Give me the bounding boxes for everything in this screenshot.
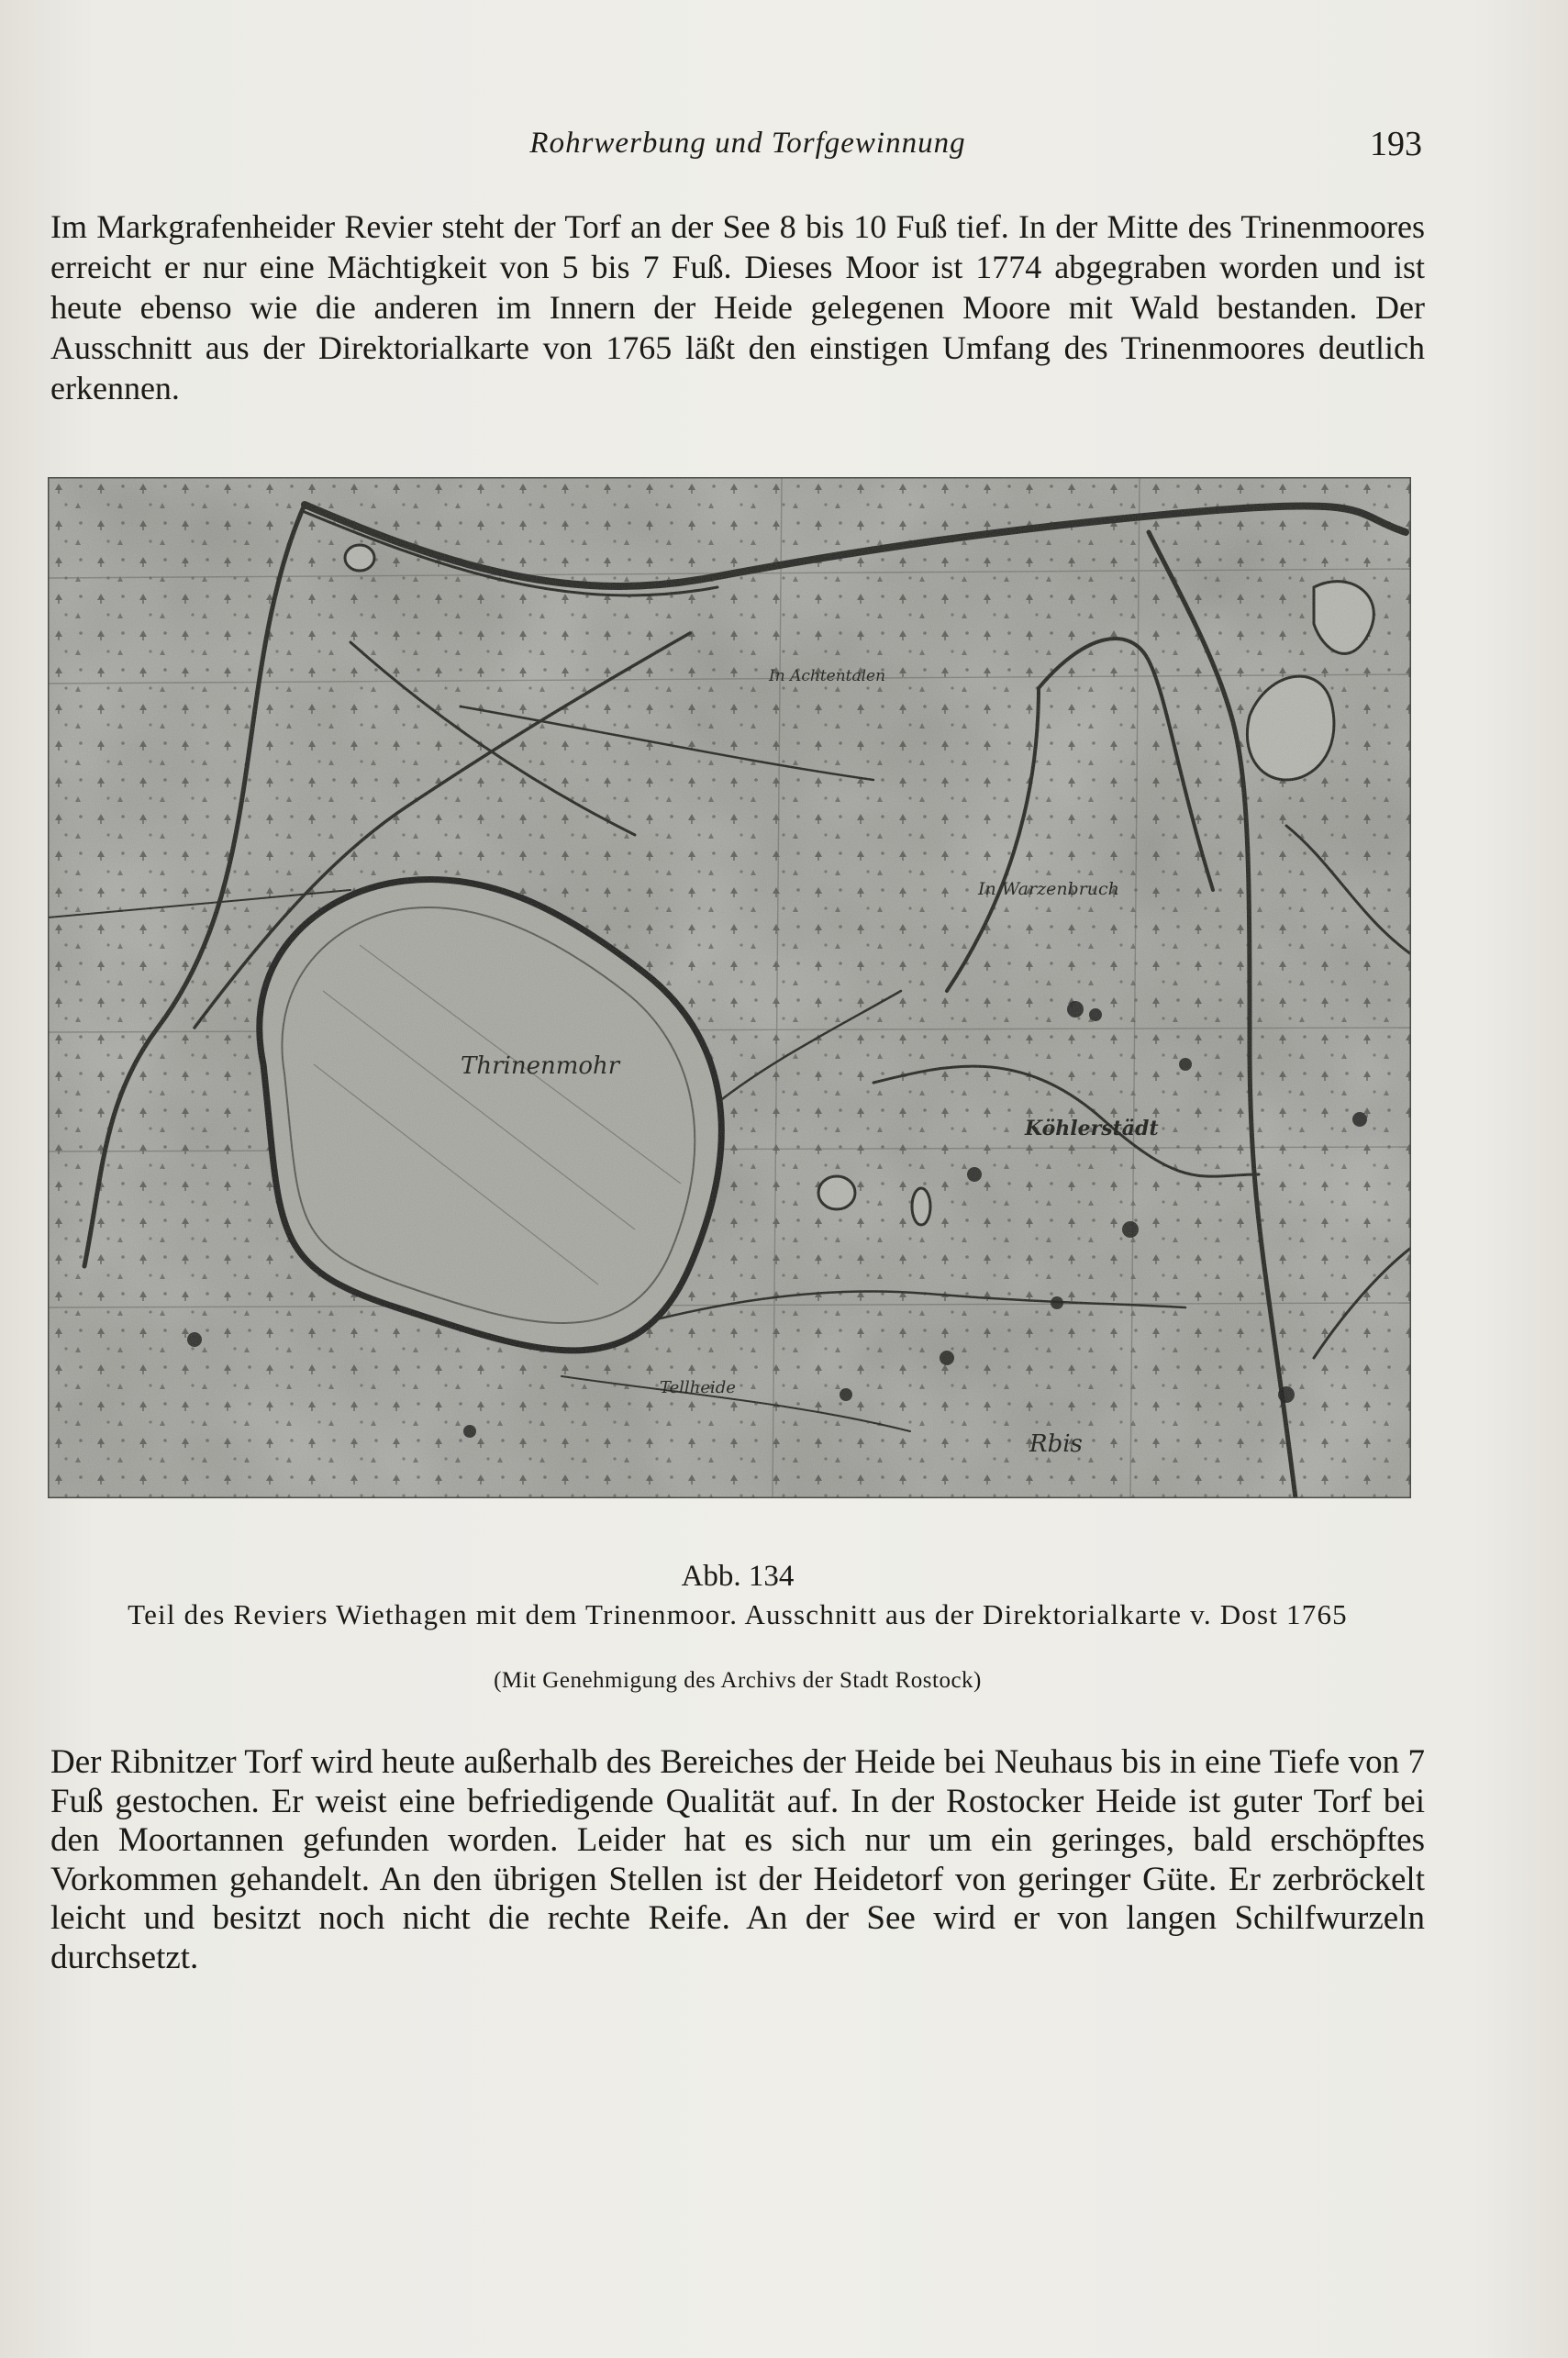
running-head: Rohrwerbung und Torfgewinnung	[529, 127, 966, 160]
page-number: 193	[1370, 125, 1422, 163]
figure-credit: (Mit Genehmigung des Archivs der Stadt Rostock)	[494, 1668, 982, 1693]
map-figure	[48, 477, 1411, 1498]
paragraph-intro: Im Markgrafenheider Revier steht der Torf an der See 8 bis 10 Fuß tief. In der Mitte des Trinenmoores erreicht er nur eine Mächtigkeit von 5 bis 7 Fuß. Dieses Moor ist 1774 abgegraben worden und ist heute ebenso wie die anderen im Innern der Heide gelegenen Moore mit Wald bestanden. Der Ausschnitt aus der Direktorialkarte von 1765 läßt den einstigen Umfang des Trinenmoores deutlich erkennen.	[50, 208, 1425, 406]
paragraph-ribnitz: Der Ribnitzer Torf wird heute außerhalb des Bereiches der Heide bei Neuhaus bis in eine Tiefe von 7 Fuß gestochen. Er weist eine befriedigende Qualität auf. In der Rostocker Heide ist guter Torf bei den Moortannen gefunden worden. Leider hat es sich nur um ein geringes, bald erschöpftes Vorkommen gehandelt. An den übrigen Stellen ist der Heidetorf von geringer Güte. Er zerbröckelt leicht und besitzt noch nicht die rechte Reife. An der See wird er von langen Schilfwurzeln durchsetzt.	[50, 1743, 1425, 1976]
figure-caption: Teil des Reviers Wiethagen mit dem Trinenmoor. Ausschnitt aus der Direktorialkarte v. Dost 1765	[128, 1598, 1348, 1630]
figure-label: Abb. 134	[681, 1560, 795, 1593]
historic-map	[48, 477, 1411, 1498]
